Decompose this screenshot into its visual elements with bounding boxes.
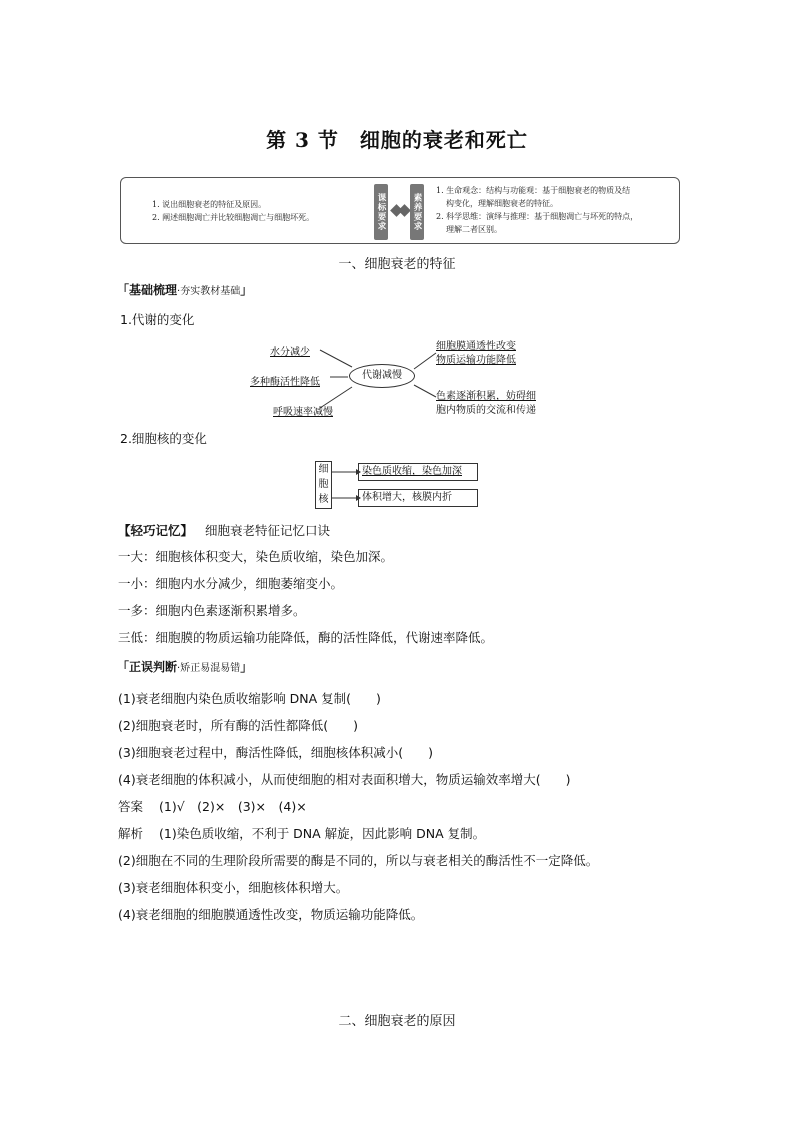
memory-line: 一小：细胞内水分减少，细胞萎缩变小。 [118, 576, 344, 591]
metabolism-effect [436, 340, 516, 368]
effect-line: 物质运输功能降低 [436, 355, 516, 366]
basics-label: 「基础梳理·夯实教材基础」 [117, 283, 253, 297]
basics-label-sub: ·夯实教材基础 [177, 286, 241, 297]
analysis-line: (4)衰老细胞的细胞膜通透性改变，物质运输功能降低。 [118, 907, 424, 922]
effect-line: 色素逐渐积累，妨碍细 [436, 391, 536, 402]
question: (4)衰老细胞的体积减小，从而使细胞的相对表面积增大，物质运输效率增大( ) [118, 772, 571, 787]
judge-label: 「正误判断·矫正易混易错」 [117, 660, 253, 674]
nucleus-label-char: 胞 [318, 479, 329, 490]
memory-title-row [118, 522, 330, 540]
nucleus-label-char: 核 [318, 494, 329, 505]
curriculum-tag: 课标要求 [374, 184, 388, 240]
literacy-tag: 素养要求 [410, 184, 424, 240]
curriculum-item: 1. 说出细胞衰老的特征及原因。 [152, 200, 267, 209]
curriculum-item: 2. 阐述细胞凋亡并比较细胞凋亡与细胞坏死。 [152, 213, 315, 222]
memory-line: 一多：细胞内色素逐渐积累增多。 [118, 603, 306, 618]
question: (3)细胞衰老过程中，酶活性降低，细胞核体积减小( ) [118, 745, 433, 760]
effect-line: 胞内物质的交流和传递 [436, 405, 536, 416]
memory-subtitle: 细胞衰老特征记忆口诀 [205, 523, 331, 538]
basics-label-text: 基础梳理 [129, 283, 178, 297]
nucleus-heading: 2.细胞核的变化 [120, 431, 207, 446]
literacy-item: 理解二者区别。 [446, 225, 502, 234]
metabolism-heading: 1.代谢的变化 [120, 312, 195, 327]
literacy-item: 构变化，理解细胞衰老的特征。 [446, 199, 558, 208]
metabolism-cause: 多种酶活性降低 [250, 377, 320, 388]
judge-label-sub: ·矫正易混易错 [177, 663, 241, 674]
section-heading: 二、细胞衰老的原因 [338, 1014, 456, 1029]
metabolism-effect [436, 390, 536, 418]
memory-line: 一大：细胞核体积变大，染色质收缩，染色加深。 [118, 549, 394, 564]
metabolism-cause: 呼吸速率减慢 [273, 407, 333, 418]
nucleus-label-char: 细 [318, 464, 329, 475]
page-title: 第 3 节 细胞的衰老和死亡 [266, 128, 528, 152]
answer-text: (1)√ (2)× (3)× (4)× [159, 799, 307, 814]
nucleus-label-box [315, 461, 332, 509]
arrow-line [414, 385, 436, 397]
answer-row [118, 798, 307, 816]
analysis-label: 解析 [118, 826, 144, 841]
analysis-row [118, 825, 485, 843]
nucleus-change: 染色质收缩，染色加深 [358, 463, 478, 481]
analysis-line: (3)衰老细胞体积变小，细胞核体积增大。 [118, 880, 349, 895]
metabolism-cause: 水分减少 [270, 347, 310, 358]
analysis-line: (2)细胞在不同的生理阶段所需要的酶是不同的，所以与衰老相关的酶活性不一定降低。 [118, 853, 599, 868]
curriculum-requirements [152, 198, 314, 224]
judge-label-text: 正误判断 [129, 660, 178, 674]
analysis-line: (1)染色质收缩，不利于 DNA 解旋，因此影响 DNA 复制。 [159, 826, 486, 841]
question: (1)衰老细胞内染色质收缩影响 DNA 复制( ) [118, 691, 381, 706]
arrow-line [414, 353, 436, 369]
literacy-requirements [436, 184, 638, 236]
section-heading: 一、细胞衰老的特征 [338, 257, 456, 272]
effect-line: 细胞膜通透性改变 [436, 341, 516, 352]
question: (2)细胞衰老时，所有酶的活性都降低( ) [118, 718, 358, 733]
literacy-item: 1. 生命观念：结构与功能观：基于细胞衰老的物质及结 [436, 186, 631, 195]
memory-title: 【轻巧记忆】 [118, 523, 194, 538]
literacy-item: 2. 科学思维：演绎与推理：基于细胞凋亡与坏死的特点， [436, 212, 639, 221]
answer-label: 答案 [118, 799, 144, 814]
arrow-line [320, 350, 352, 367]
memory-line: 三低：细胞膜的物质运输功能降低，酶的活性降低，代谢速率降低。 [118, 630, 494, 645]
nucleus-change: 体积增大，核膜内折 [358, 489, 478, 507]
metabolism-center: 代谢减慢 [349, 364, 415, 388]
